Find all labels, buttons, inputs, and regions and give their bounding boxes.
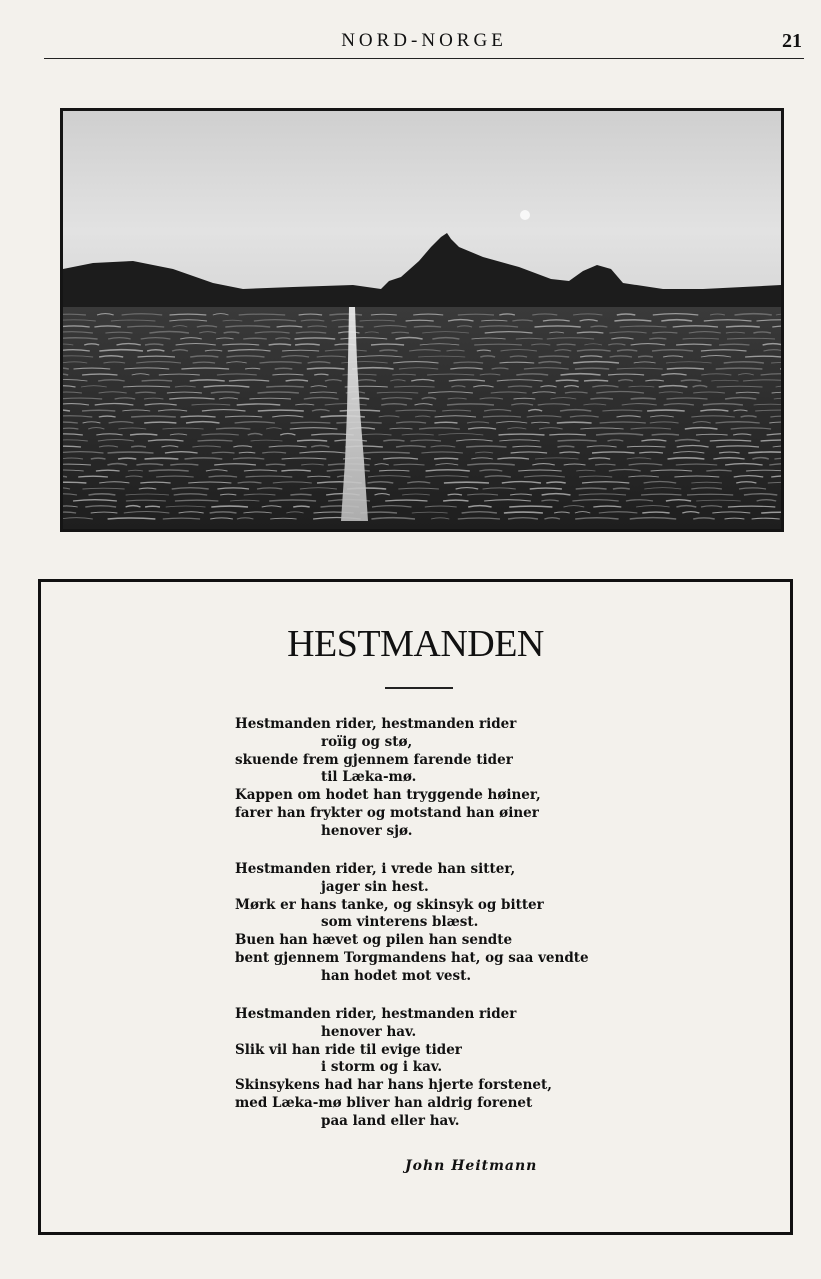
poem-line: i storm og i kav. (321, 1059, 443, 1076)
title-divider (385, 687, 453, 689)
poem-title: HESTMANDEN (287, 623, 544, 665)
photo-wave-stroke (687, 494, 733, 495)
poem-line: bent gjennem Torgmandens hat, og saa vendte (235, 949, 589, 966)
running-head (44, 28, 804, 59)
photo-wave-stroke (144, 422, 176, 423)
photo-wave-stroke (258, 410, 304, 411)
photo-wave-stroke (145, 506, 160, 507)
stanza-1 (235, 716, 655, 841)
photo-wave-stroke (652, 434, 679, 435)
landscape-photo (60, 108, 784, 532)
page-number: 21 (782, 30, 802, 52)
photo-wave-stroke (131, 416, 176, 417)
photo-wave-stroke (647, 410, 685, 411)
poem-line: Skinsykens had har hans hjerte forstenet, (235, 1077, 552, 1094)
poem-line: roïig og stø, (321, 733, 413, 750)
poem-line: paa land eller hav. (321, 1112, 460, 1129)
journal-title: NORD-NORGE (341, 30, 507, 51)
photo-wave-stroke (557, 446, 574, 447)
poem-line: som vinterens blæst. (321, 914, 479, 931)
poem-line: Kappen om hodet han tryggende høiner, (235, 787, 541, 804)
poem-line: henover sjø. (321, 822, 413, 839)
photo-moon (520, 210, 530, 220)
photo-wave-stroke (145, 458, 179, 459)
photo-wave-stroke (297, 440, 327, 441)
photo-wave-stroke (434, 422, 457, 423)
poem-line: Hestmanden rider, i vrede han sitter, (235, 861, 516, 877)
photo-wave-stroke (638, 356, 653, 357)
photo-wave-stroke (584, 380, 608, 381)
poem-line: Slik vil han ride til evige tider (235, 1041, 462, 1058)
photo-wave-stroke (726, 326, 760, 327)
stanza-3 (235, 1006, 655, 1131)
photo-wave-stroke (290, 494, 311, 495)
photo-wave-stroke (131, 446, 146, 447)
photo-wave-stroke (444, 482, 489, 483)
photo-wave-stroke (556, 380, 579, 381)
photo-wave-stroke (82, 410, 115, 411)
photo-wave-stroke (266, 386, 304, 387)
photo-wave-stroke (414, 326, 441, 327)
poem-line: med Læka-mø bliver han aldrig forenet (235, 1094, 533, 1111)
photo-wave-stroke (466, 446, 506, 447)
poem-line: til Læka-mø. (321, 769, 417, 786)
poem-line: jager sin hest. (321, 878, 429, 895)
photo-wave-stroke (78, 476, 108, 477)
author-signature: John Heitmann (405, 1158, 538, 1174)
photo-wave-stroke (576, 488, 607, 489)
photo-wave-stroke (631, 398, 656, 399)
photo-wave-stroke (243, 338, 267, 339)
photo-wave-stroke (716, 368, 763, 369)
poem-line: henover hav. (321, 1023, 417, 1040)
poem-line: han hodet mot vest. (321, 967, 472, 984)
stanza-2 (235, 861, 655, 986)
photo-wave-stroke (63, 476, 67, 477)
poem-line: Hestmanden rider, hestmanden rider (235, 716, 517, 732)
poem-line: Mørk er hans tanke, og skinsyk og bitter (235, 896, 544, 913)
poem-line: Hestmanden rider, hestmanden rider (235, 1006, 517, 1022)
photo-wave-stroke (266, 464, 286, 465)
photo-wave-stroke (761, 512, 781, 513)
photo-wave-stroke (780, 368, 781, 369)
poem-line: Buen han hævet og pilen han sendte (235, 932, 513, 949)
photo-image (63, 111, 781, 529)
photo-wave-stroke (434, 458, 458, 459)
photo-wave-stroke (63, 482, 86, 483)
photo-sea (63, 307, 781, 529)
poem-line: skuende frem gjennem farende tider (235, 751, 513, 768)
photo-wave-stroke (575, 368, 609, 369)
photo-wave-stroke (557, 422, 592, 423)
photo-wave-stroke (275, 368, 293, 369)
photo-wave-stroke (590, 398, 613, 399)
poem-line: farer han frykter og motstand han øiner (235, 804, 539, 821)
poem-panel (38, 579, 793, 1235)
